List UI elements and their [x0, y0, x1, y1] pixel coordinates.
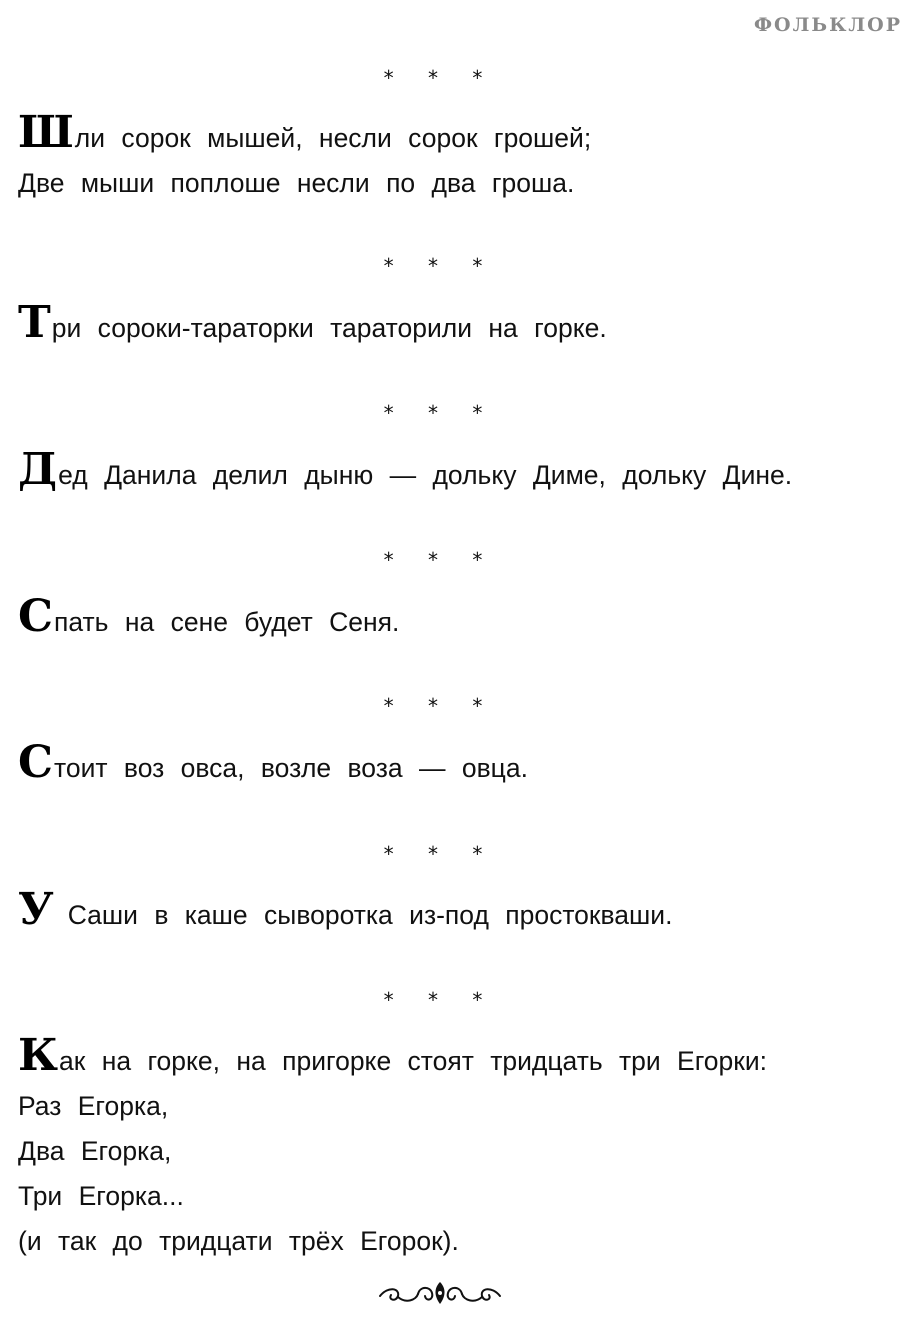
verse-line-text: Саши в каше сыворотка из-под простокваши. — [67, 900, 673, 930]
verse-line: Две мыши поплоше несли по два гроша. — [18, 168, 575, 198]
verse-separator: * * * — [383, 842, 497, 866]
verse-line — [18, 1030, 906, 1084]
drop-initial: С — [18, 591, 54, 642]
verse-separator: * * * — [383, 988, 497, 1012]
verse-line — [18, 591, 906, 645]
verse-7 — [18, 1030, 906, 1264]
verse-separator: * * * — [383, 694, 497, 718]
verse-line-text: ри сороки-тараторки тараторили на горке. — [51, 313, 607, 343]
drop-initial: К — [18, 1030, 59, 1081]
verse-separator: * * * — [383, 66, 497, 90]
verse-line — [18, 884, 906, 938]
verse-line: (и так до тридцати трёх Егорок). — [18, 1226, 459, 1256]
verse-2 — [18, 297, 906, 351]
verse-1 — [18, 107, 906, 206]
drop-initial: Д — [18, 444, 58, 495]
verse-3 — [18, 444, 906, 498]
flourish-ornament-icon — [378, 1278, 502, 1308]
verse-separator: * * * — [383, 254, 497, 278]
verse-separator: * * * — [383, 548, 497, 572]
section-header: ФОЛЬКЛОР — [754, 14, 902, 36]
verse-separator: * * * — [383, 401, 497, 425]
verse-line — [18, 737, 906, 791]
drop-initial: Т — [18, 297, 51, 348]
verse-line — [18, 107, 906, 161]
drop-initial: С — [18, 737, 54, 788]
verse-6 — [18, 884, 906, 938]
verse-line: Три Егорка... — [18, 1181, 184, 1211]
verse-line: Два Егорка, — [18, 1136, 172, 1166]
verse-line-text: пать на сене будет Сеня. — [54, 607, 400, 637]
verse-line — [18, 444, 906, 498]
verse-5 — [18, 737, 906, 791]
verse-line-text: ед Данила делил дыню — дольку Диме, дольку Дине. — [58, 460, 793, 490]
drop-initial: У — [18, 884, 54, 935]
verse-line: Раз Егорка, — [18, 1091, 169, 1121]
verse-line-text: тоит воз овса, возле воза — овца. — [54, 753, 528, 783]
verse-line — [18, 297, 906, 351]
verse-line-text: ак на горке, на пригорке стоят тридцать три Егорки: — [59, 1046, 768, 1076]
drop-initial: Ш — [18, 107, 74, 158]
verse-line-text: ли сорок мышей, несли сорок грошей; — [74, 123, 592, 153]
verse-4 — [18, 591, 906, 645]
